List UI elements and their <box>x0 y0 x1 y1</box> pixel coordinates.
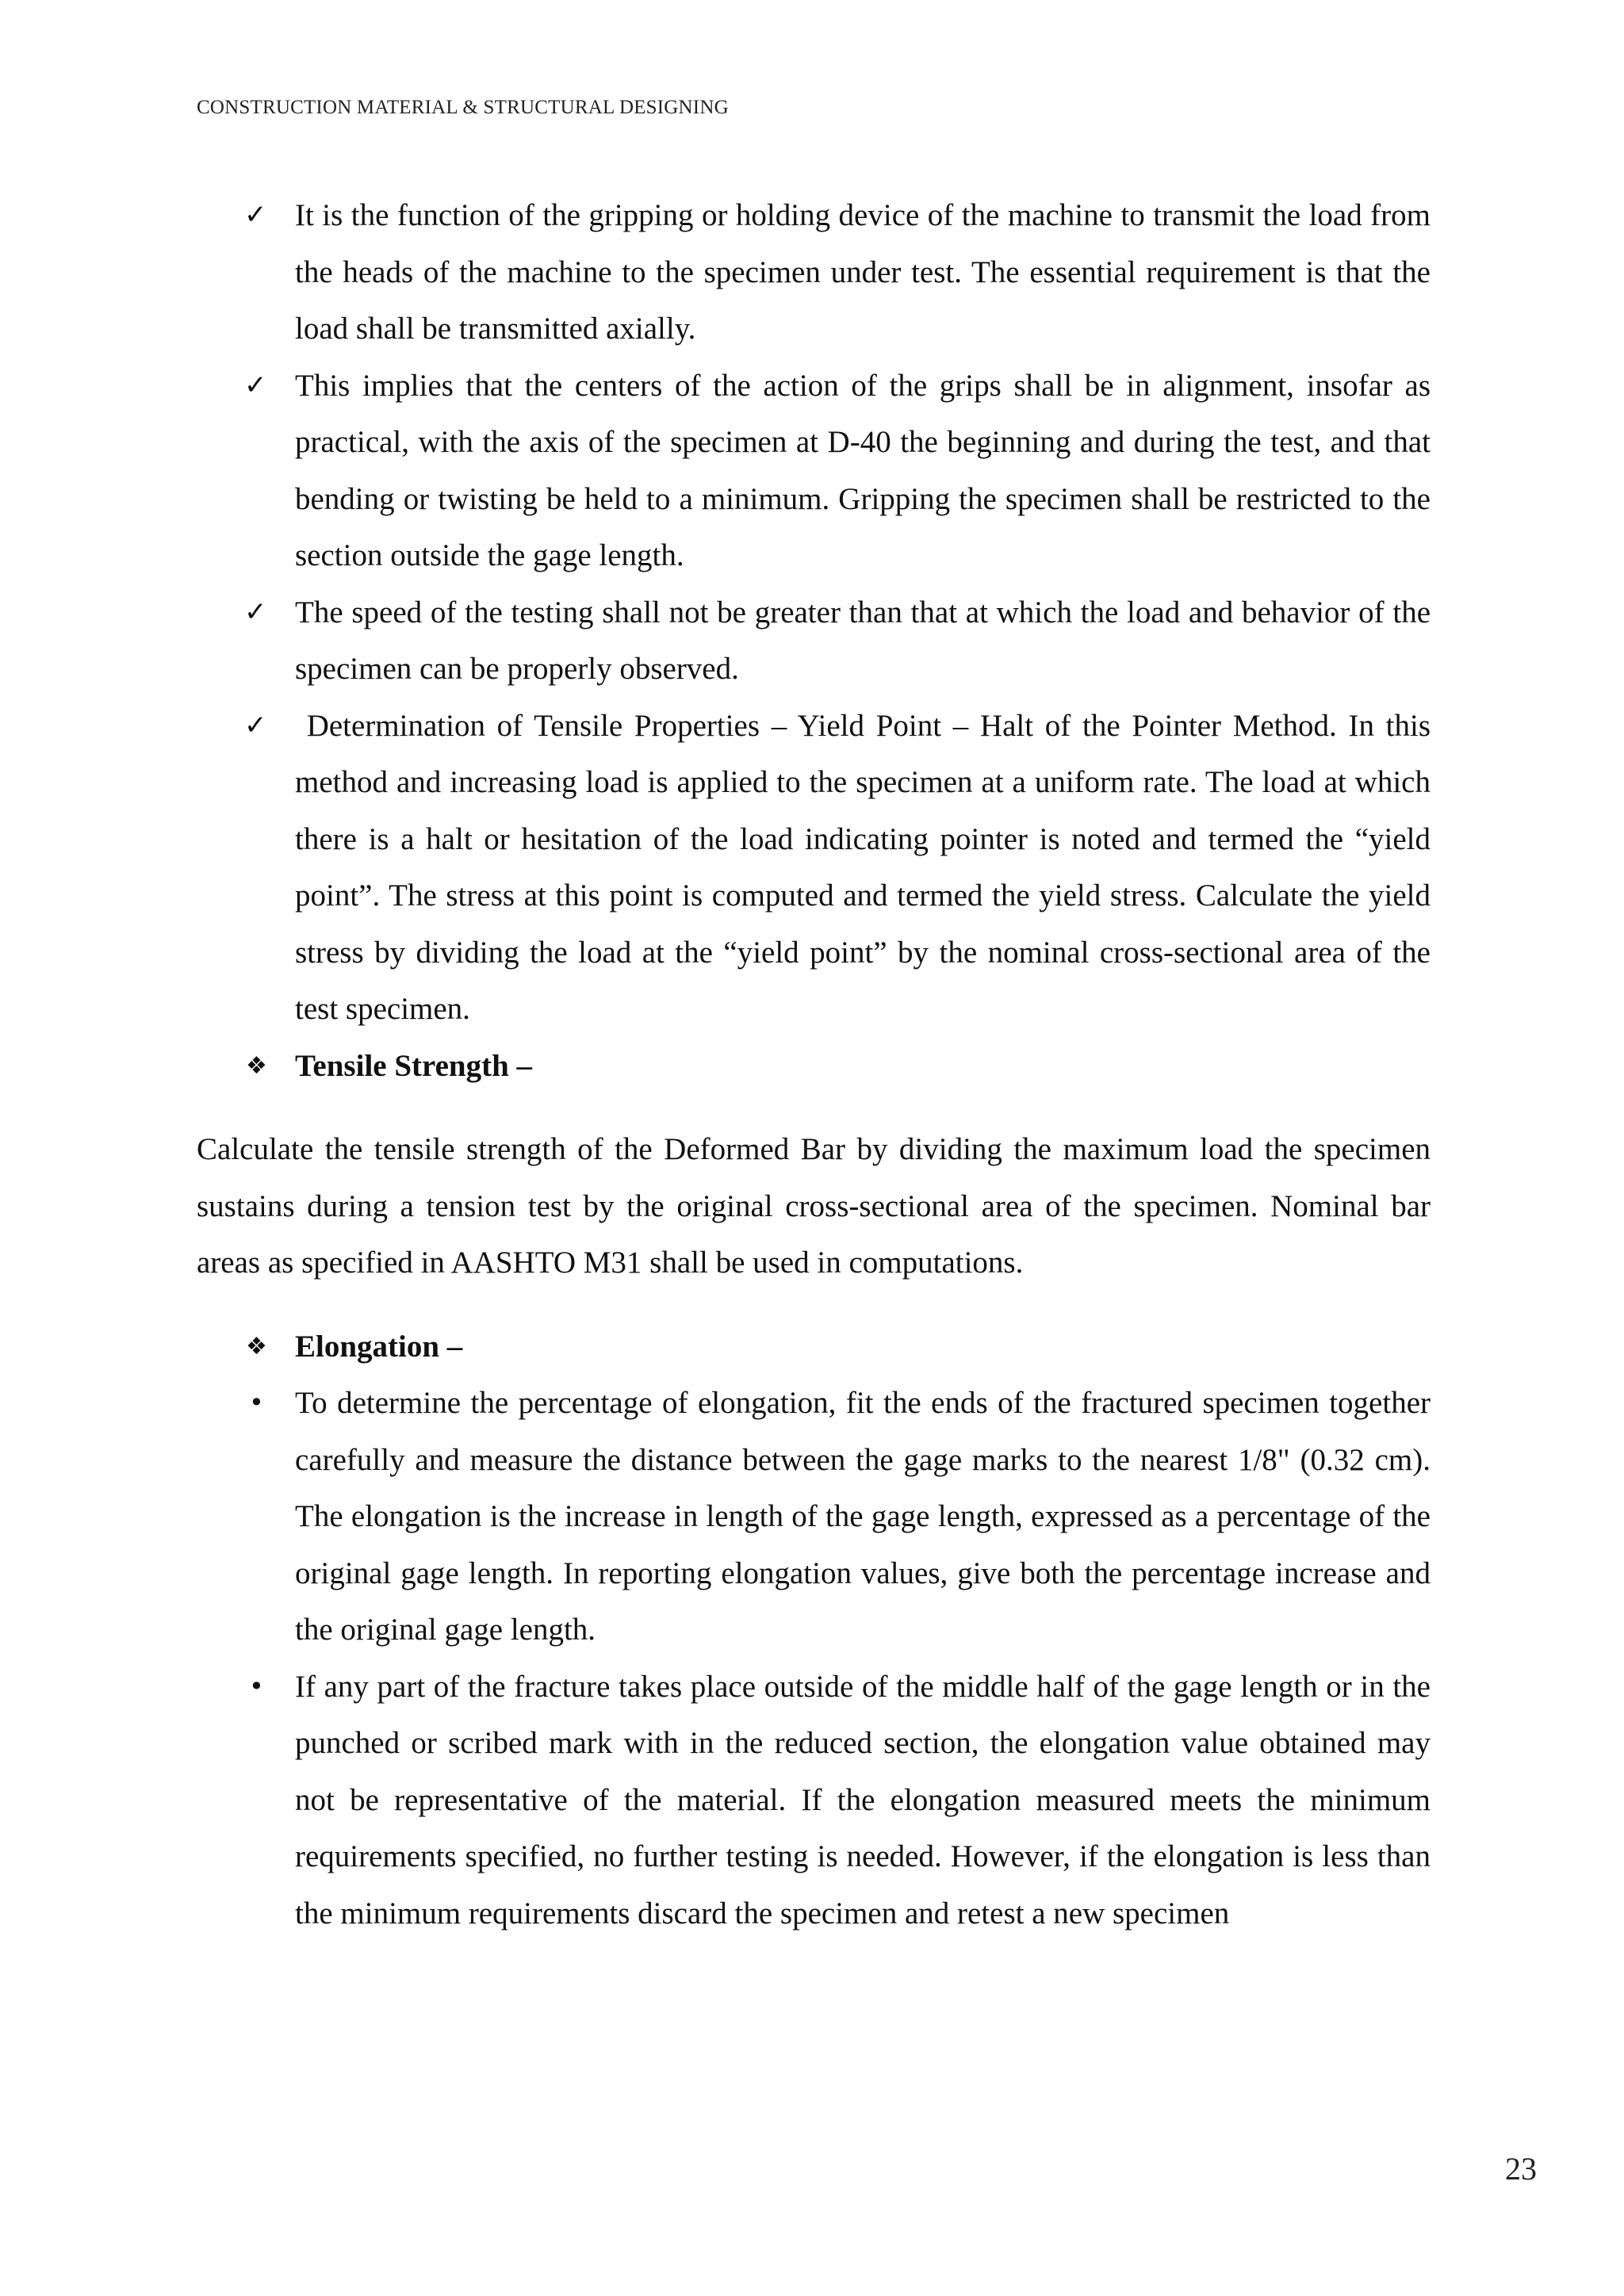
section-heading-text: Elongation – <box>295 1329 463 1364</box>
checklist-item <box>197 698 1438 1038</box>
section-heading-elongation <box>197 1318 1431 1376</box>
page-number: 23 <box>1505 2151 1537 2187</box>
diamond-bullet-icon: ❖ <box>246 1332 267 1360</box>
checklist-item <box>197 358 1431 584</box>
section-heading-tensile-strength <box>197 1038 1431 1095</box>
bullet-dot-icon: • <box>249 1670 264 1701</box>
checkmark-icon: ✓ <box>244 595 267 628</box>
tensile-strength-paragraph: Calculate the tensile strength of the Deformed Bar by dividing the maximum load the specimen sustains during a tension test by the original cross-sectional area of the specimen. Nominal bar areas as specified in AASHTO M31 shall be used in computations. <box>197 1132 1431 1280</box>
checklist-item-text: It is the function of the gripping or holding device of the machine to transmit the load from the heads of the machine to the specimen under test. The essential requirement is that the load shall be transmitted axially. <box>295 198 1431 346</box>
checklist-item-text: This implies that the centers of the action of the grips shall be in alignment, insofar as practical, with the axis of the specimen at D-40 the beginning and during the test, and that bending or twisting be held to a minimum. Gripping the specimen shall be restricted to the section outside the gage length. <box>295 368 1431 572</box>
checklist-item-text: Determination of Tensile Properties – Yield Point – Halt of the Pointer Method. In this method and increasing load is applied to the specimen at a uniform rate. The load at which there is a halt or hesitation of the load indicating pointer is noted and termed the “yield point”. The stress at this point is computed and termed the yield stress. Calculate the yield stress by dividing the load at the “yield point” by the nominal cross-sectional area of the test specimen. <box>295 708 1438 1026</box>
bullet-item <box>197 1659 1431 1942</box>
running-header: CONSTRUCTION MATERIAL & STRUCTURAL DESIGNING <box>197 97 729 118</box>
checkmark-icon: ✓ <box>244 199 267 231</box>
bullet-item <box>197 1375 1431 1659</box>
page-body <box>197 187 1438 1942</box>
checkmark-icon: ✓ <box>244 369 267 401</box>
bullet-item-text: If any part of the fracture takes place outside of the middle half of the gage length or in the punched or scribed mark with in the reduced section, the elongation value obtained may not be representative of the material. If the elongation measured meets the minimum requirements specified, no further testing is needed. However, if the elongation is less than the minimum requirements discard the specimen and retest a new specimen <box>295 1669 1431 1931</box>
bullet-item-text: To determine the percentage of elongation, fit the ends of the fractured specimen together carefully and measure the distance between the gage marks to the nearest 1/8" (0.32 cm). The elongation is the increase in length of the gage length, expressed as a percentage of the original gage length. In reporting elongation values, give both the percentage increase and the original gage length. <box>295 1386 1431 1647</box>
diamond-bullet-icon: ❖ <box>246 1051 267 1080</box>
checklist-item <box>197 187 1431 358</box>
checklist-item-text: The speed of the testing shall not be greater than that at which the load and behavior of the specimen can be properly observed. <box>295 595 1431 686</box>
checkmark-icon: ✓ <box>244 709 267 741</box>
bullet-dot-icon: • <box>249 1387 264 1418</box>
section-heading-text: Tensile Strength – <box>295 1048 533 1083</box>
checklist-item <box>197 584 1431 698</box>
